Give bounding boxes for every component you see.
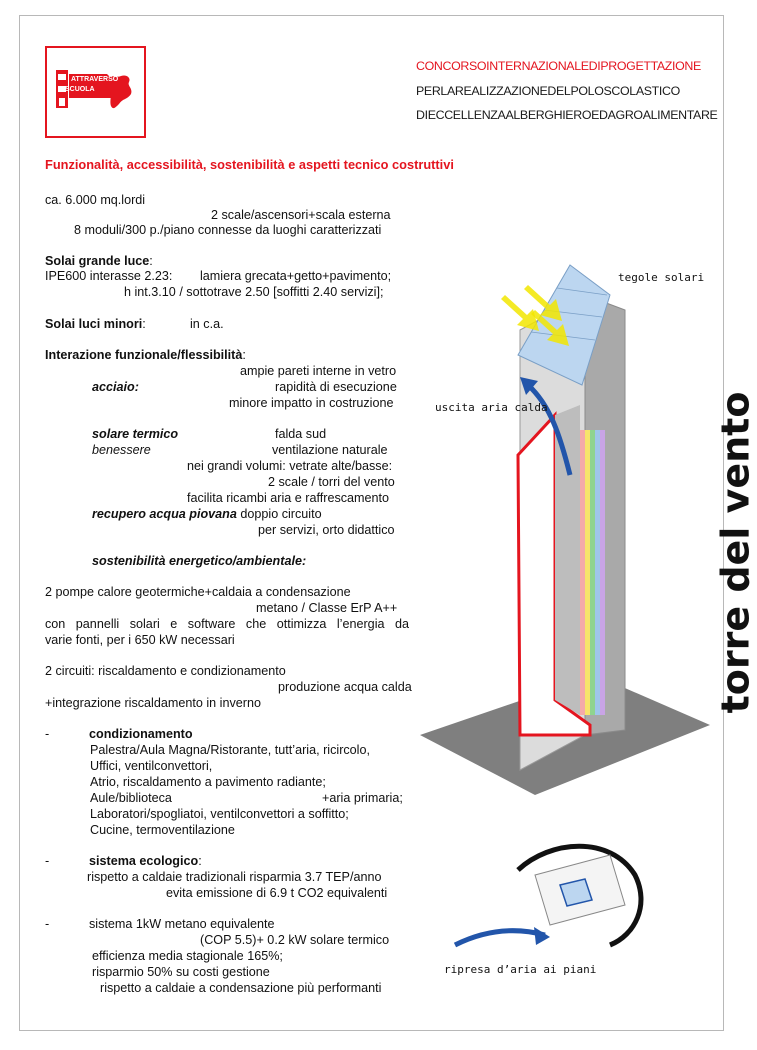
- acciaio-label: acciaio:: [92, 380, 139, 394]
- condizionamento-dash: -: [45, 727, 50, 741]
- header-line-1: CONCORSOINTERNAZIONALEDIPROGETTAZIONE: [416, 59, 701, 73]
- solare-termico-label: solare termico: [92, 427, 179, 441]
- interazione-line-7: per servizi, orto didattico: [258, 523, 395, 537]
- solai-grande-line-1a: IPE600 interasse 2.23:: [45, 269, 173, 283]
- air-intake-arrow: [455, 931, 545, 945]
- condizionamento-item-2: Uffici, ventilconvettori,: [90, 759, 213, 773]
- intro-line-3: 8 moduli/300 p./piano connesse da luoghi caratterizzati: [74, 223, 382, 237]
- ecologico-line-1: rispetto a caldaie tradizionali risparmia 3.7 TEP/anno: [87, 870, 382, 884]
- ecologico-dash: -: [45, 854, 50, 868]
- energia-p2-line-2: produzione acqua calda: [278, 680, 412, 694]
- interazione-line-5: 2 scale / torri del vento: [268, 475, 395, 489]
- uscita-label: uscita aria calda: [435, 401, 548, 414]
- tegole-label: tegole solari: [618, 271, 705, 284]
- sistema-line-1: sistema 1kW metano equivalente: [89, 917, 275, 931]
- energia-p1-line-1: 2 pompe calore geotermiche+caldaia a condensazione: [45, 585, 351, 599]
- wind-tower-illustration: [410, 255, 710, 995]
- interazione-line-3: minore impatto in costruzione: [229, 396, 394, 410]
- sistema-dash: -: [45, 917, 50, 931]
- interazione-line-1: ampie pareti interne in vetro: [240, 364, 397, 378]
- ecologico-line-2: evita emissione di 6.9 t CO2 equivalenti: [166, 886, 388, 900]
- intro-line-2: 2 scale/ascensori+scala esterna: [211, 208, 391, 222]
- sistema-line-5: rispetto a caldaie a condensazione più performanti: [100, 981, 382, 995]
- energia-p1-line-3: con pannelli solari e software che ottimizza l’energia da: [45, 617, 409, 631]
- sistema-line-4: risparmio 50% su costi gestione: [92, 965, 270, 979]
- interazione-line-6: facilita ricambi aria e raffrescamento: [187, 491, 390, 505]
- section-title: Funzionalità, accessibilità, sostenibilità e aspetti tecnico costruttivi: [45, 157, 454, 172]
- intro-line-1: ca. 6.000 mq.lordi: [45, 193, 146, 207]
- energia-p1-line-4: varie fonti, per i 650 kW necessari: [45, 633, 235, 647]
- sostenibilita-heading: sostenibilità energetico/ambientale:: [92, 554, 307, 568]
- torre-label: torre del vento: [713, 391, 757, 714]
- condizionamento-item-6: Cucine, termoventilazione: [90, 823, 235, 837]
- condizionamento-item-1: Palestra/Aula Magna/Ristorante, tutt’aria, ricircolo,: [90, 743, 370, 757]
- ecologico-heading: sistema ecologico:: [89, 854, 202, 868]
- logo-text-1: ATTRAVERSO: [71, 76, 119, 83]
- condizionamento-item-4: Aule/biblioteca: [90, 791, 172, 805]
- ventilazione-naturale: ventilazione naturale: [272, 443, 388, 457]
- solai-grande-line-1b: lamiera grecata+getto+pavimento;: [200, 269, 392, 283]
- solai-grande-heading: Solai grande luce:: [45, 254, 153, 268]
- header-line-2: PERLAREALIZZAZIONEDELPOLOSCOLASTICO: [416, 84, 680, 98]
- energia-p1-line-2: metano / Classe ErP A++: [256, 601, 398, 615]
- sun-arrow-3: [501, 295, 539, 331]
- condizionamento-item-3: Atrio, riscaldamento a pavimento radiante;: [90, 775, 326, 789]
- sistema-line-2: (COP 5.5)+ 0.2 kW solare termico: [200, 933, 390, 947]
- benessere-label: benessere: [92, 443, 151, 457]
- aria-primaria: +aria primaria;: [322, 791, 403, 805]
- logo-graphic: [47, 48, 144, 136]
- recupero-line: recupero acqua piovana doppio circuito: [92, 507, 322, 521]
- ripresa-label: ripresa d’aria ai piani: [444, 963, 597, 976]
- interazione-line-4: nei grandi volumi: vetrate alte/basse:: [187, 459, 393, 473]
- header-line-3: DIECCELLENZAALBERGHIEROEDAGROALIMENTARE: [416, 108, 718, 122]
- logo: [45, 46, 146, 138]
- condizionamento-item-5: Laboratori/spogliatoi, ventilconvettori a soffitto;: [90, 807, 349, 821]
- energia-p2-line-3: +integrazione riscaldamento in inverno: [45, 696, 261, 710]
- inner-shaft: [555, 405, 580, 715]
- solai-grande-line-2: h int.3.10 / sottotrave 2.50 [soffitti 2.40 servizi];: [124, 285, 384, 299]
- energia-p2-line-1: 2 circuiti: riscaldamento e condizionamento: [45, 664, 286, 678]
- falda-sud: falda sud: [275, 427, 327, 441]
- condizionamento-heading: condizionamento: [89, 727, 193, 741]
- sistema-line-3: efficienza media stagionale 165%;: [92, 949, 283, 963]
- logo-text-2: SCUOLA: [65, 86, 95, 93]
- solai-minori-heading: Solai luci minori:: [45, 317, 146, 331]
- interazione-heading: Interazione funzionale/flessibilità:: [45, 348, 246, 362]
- solai-minori-value: in c.a.: [190, 317, 224, 331]
- interazione-line-2: rapidità di esecuzione: [275, 380, 397, 394]
